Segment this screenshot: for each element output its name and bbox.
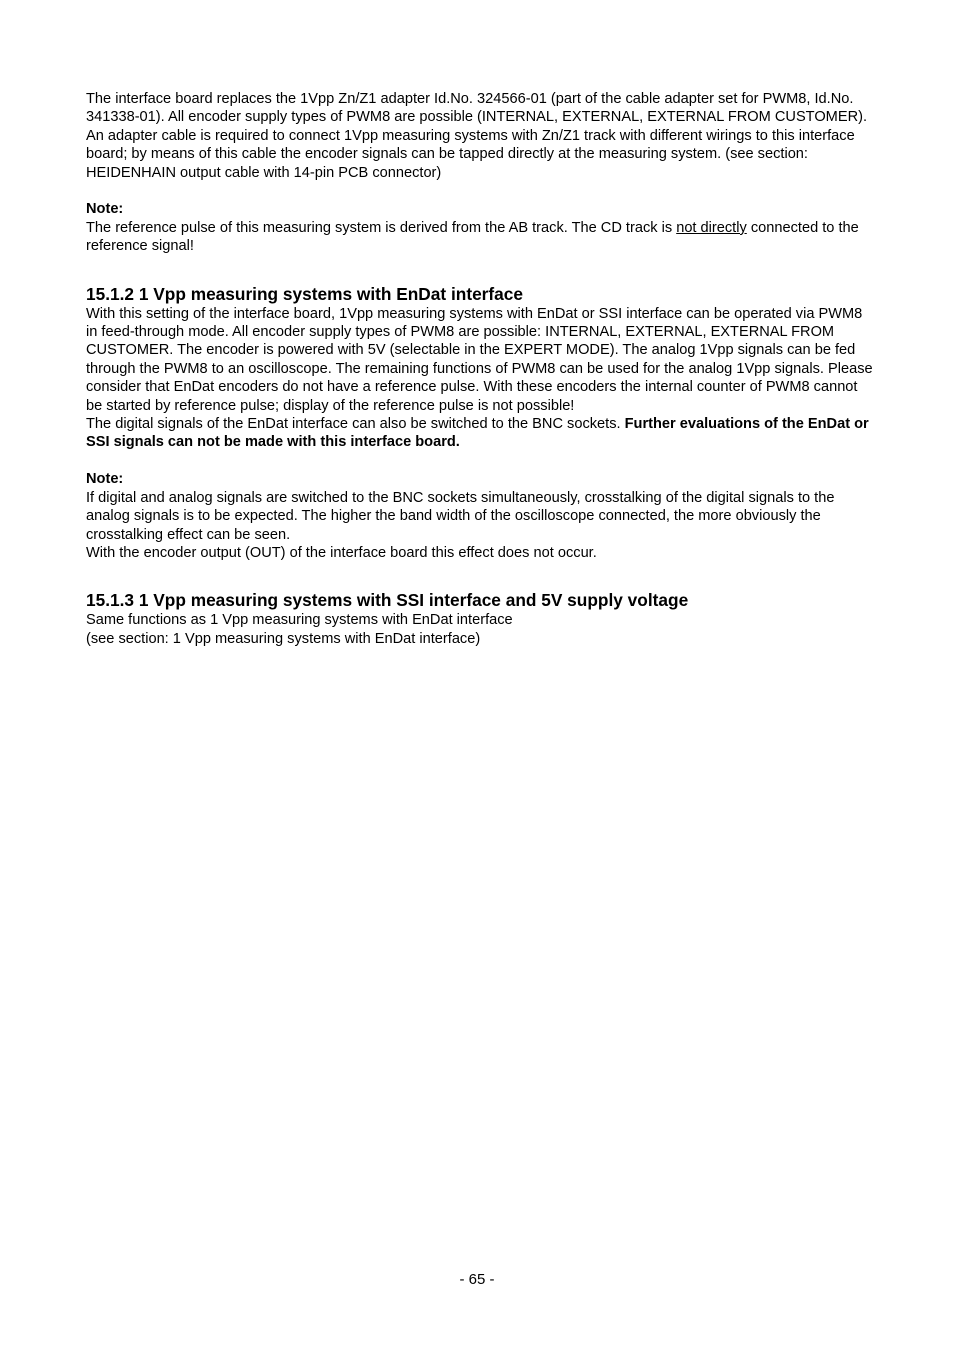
spacer xyxy=(86,256,876,284)
endat-paragraph-2 xyxy=(86,415,876,452)
endat-note-paragraph-2: With the encoder output (OUT) of the interface board this effect does not occur. xyxy=(86,544,597,561)
endat-paragraph-2-plain: The digital signals of the EnDat interface can also be switched to the BNC sockets. xyxy=(86,416,625,433)
intro-note-after: connected to the reference signal! xyxy=(86,219,859,255)
endat-paragraph-1: With this setting of the interface board, 1Vpp measuring systems with EnDat or SSI interface can be operated via PWM8 in feed-through mode. All encoder supply types of PWM8 are possible: INTERNAL, EXTERNAL, EXTERNAL FROM CUSTOMER. The encoder is powered with 5V (selectable in the EXPERT MODE). The analog 1Vpp signals can be fed through the PWM8 to an oscilloscope. The remaining functions of PWM8 can be used for the analog 1Vpp signals. Please consider that EnDat encoders do not have a reference pulse. With these encoders the internal counter of PWM8 cannot be started by reference pulse; display of the reference pulse is not possible! xyxy=(86,305,873,414)
endat-note-paragraph-1: If digital and analog signals are switched to the BNC sockets simultaneously, crosstalking of the digital signals to the analog signals is to be expected. The higher the band width of the oscilloscope connected, the more obviously the crosstalking effect can be seen. xyxy=(86,489,835,543)
intro-note-underlined: not directly xyxy=(676,219,747,236)
page-number: - 65 - xyxy=(459,1271,495,1288)
ssi-line-2: (see section: 1 Vpp measuring systems with EnDat interface) xyxy=(86,630,481,647)
endat-note-label: Note: xyxy=(86,471,124,488)
intro-paragraph: The interface board replaces the 1Vpp Zn/Z1 adapter Id.No. 324566-01 (part of the cable adapter set for PWM8, Id.No. 341338-01). All encoder supply types of PWM8 are possible (INTERNAL, EXTERNAL, EXTERNAL FROM CUSTOMER). An adapter cable is required to connect 1Vpp measuring systems with Zn/Z1 track with different wirings to this interface board; by means of this cable the encoder signals can be tapped directly at the measuring system. (see section: HEIDENHAIN output cable with 14-pin PCB connector) xyxy=(86,91,868,181)
endat-paragraph-2-bold: Further evaluations of the EnDat or SSI signals can not be made with this interface board. xyxy=(86,416,869,451)
page-content xyxy=(86,90,876,648)
intro-note-label: Note: xyxy=(86,201,124,218)
intro-note-text xyxy=(86,219,876,256)
intro-note-before: The reference pulse of this measuring system is derived from the AB track. The CD track is xyxy=(86,219,677,236)
spacer xyxy=(86,562,876,590)
section-heading-15-1-2: 15.1.2 1 Vpp measuring systems with EnDat interface xyxy=(86,283,523,304)
ssi-line-1: Same functions as 1 Vpp measuring systems with EnDat interface xyxy=(86,612,513,629)
spacer xyxy=(86,452,876,470)
section-heading-15-1-3: 15.1.3 1 Vpp measuring systems with SSI interface and 5V supply voltage xyxy=(86,590,689,611)
spacer xyxy=(86,182,876,200)
